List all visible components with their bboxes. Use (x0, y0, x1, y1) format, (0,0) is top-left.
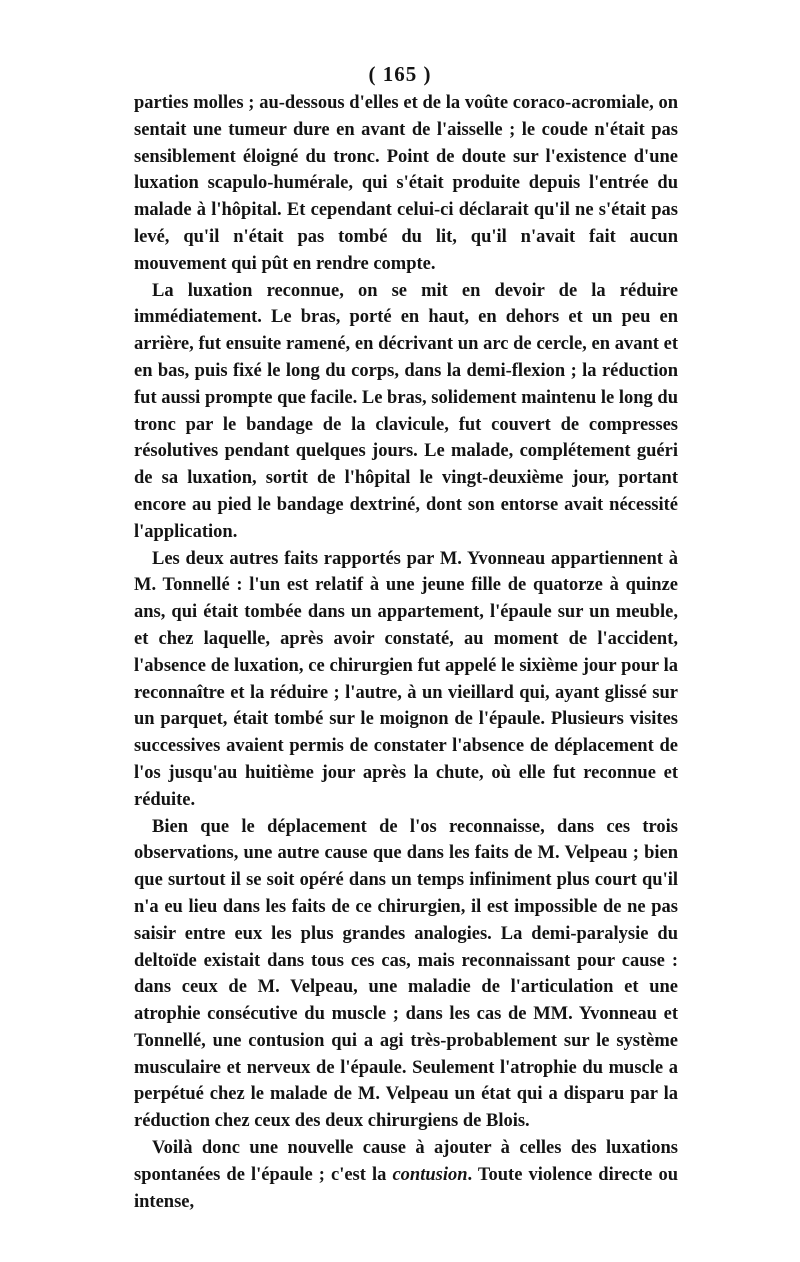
page-number: ( 165 ) (368, 62, 432, 86)
paragraph-5-end: . Toute violence directe ou intense, (134, 1164, 678, 1212)
paragraph-5-start: Voilà donc une nouvelle cause à ajouter à celles des luxations spontanées de l'épaule ; c'est la (134, 1138, 678, 1185)
body-text (134, 90, 678, 1215)
paragraph-2: La luxation reconnue, on se mit en devoir de la réduire immédiatement. Le bras, porté en haut, en dehors et un peu en arrière, fut ensuite ramené, en décrivant un arc de cercle, en avant et en bas, puis fixé le long du corps, dans la demi-flexion ; la réduction fut aussi prompte que facile. Le bras, solidement maintenu le long du tronc par le bandage de la clavicule, fut couvert de compresses résolutives pendant quelques jours. Le malade, complétement guéri de sa luxation, sortit de l'hôpital le vingt-deuxième jour, portant encore au pied le bandage dextriné, dont son entorse avait nécessité l'application. (134, 280, 678, 542)
emphasis-contusion: contusion (392, 1164, 468, 1185)
paragraph-5 (134, 1135, 678, 1215)
paragraph-3: Les deux autres faits rapportés par M. Yvonneau appartiennent à M. Tonnellé : l'un est relatif à une jeune fille de quatorze à quinze ans, qui était tombée dans un appartement, l'épaule sur un meuble, et chez laquelle, après avoir constaté, au moment de l'accident, l'absence de luxation, ce chirurgien fut appelé le sixième jour pour la reconnaître et la réduire ; l'autre, à un vieillard qui, ayant glissé sur un parquet, était tombé sur le moignon de l'épaule. Plusieurs visites successives avaient permis de constater l'absence de déplacement de l'os jusqu'au huitième jour après la chute, où elle fut reconnue et réduite. (134, 548, 678, 810)
paragraph-4: Bien que le déplacement de l'os reconnaisse, dans ces trois observations, une autre cause que dans les faits de M. Velpeau ; bien que surtout il se soit opéré dans un temps infiniment plus court qu'il n'a eu lieu dans les faits de ce chirurgien, il est impossible de ne pas saisir entre eux les plus grandes analogies. La demi-paralysie du deltoïde existait dans tous ces cas, mais reconnaissant pour cause : dans ceux de M. Velpeau, une maladie de l'articulation et une atrophie consécutive du muscle ; dans les cas de MM. Yvonneau et Tonnellé, une contusion qui a agi très-probablement sur le système musculaire et nerveux de l'épaule. Seulement l'atrophie du muscle a perpétué chez le malade de M. Velpeau un état qui a disparu par la réduction chez ceux des deux chirurgiens de Blois. (134, 816, 678, 1132)
paragraph-1: parties molles ; au-dessous d'elles et de la voûte coraco-acromiale, on sentait une tumeur dure en avant de l'aisselle ; le coude n'était pas sensiblement éloigné du tronc. Point de doute sur l'existence d'une luxation scapulo-humérale, qui s'était produite depuis l'entrée du malade à l'hôpital. Et cependant celui-ci déclarait qu'il ne s'était pas levé, qu'il n'était pas tombé du lit, qu'il n'avait fait aucun mouvement qui pût en rendre compte. (134, 93, 678, 274)
